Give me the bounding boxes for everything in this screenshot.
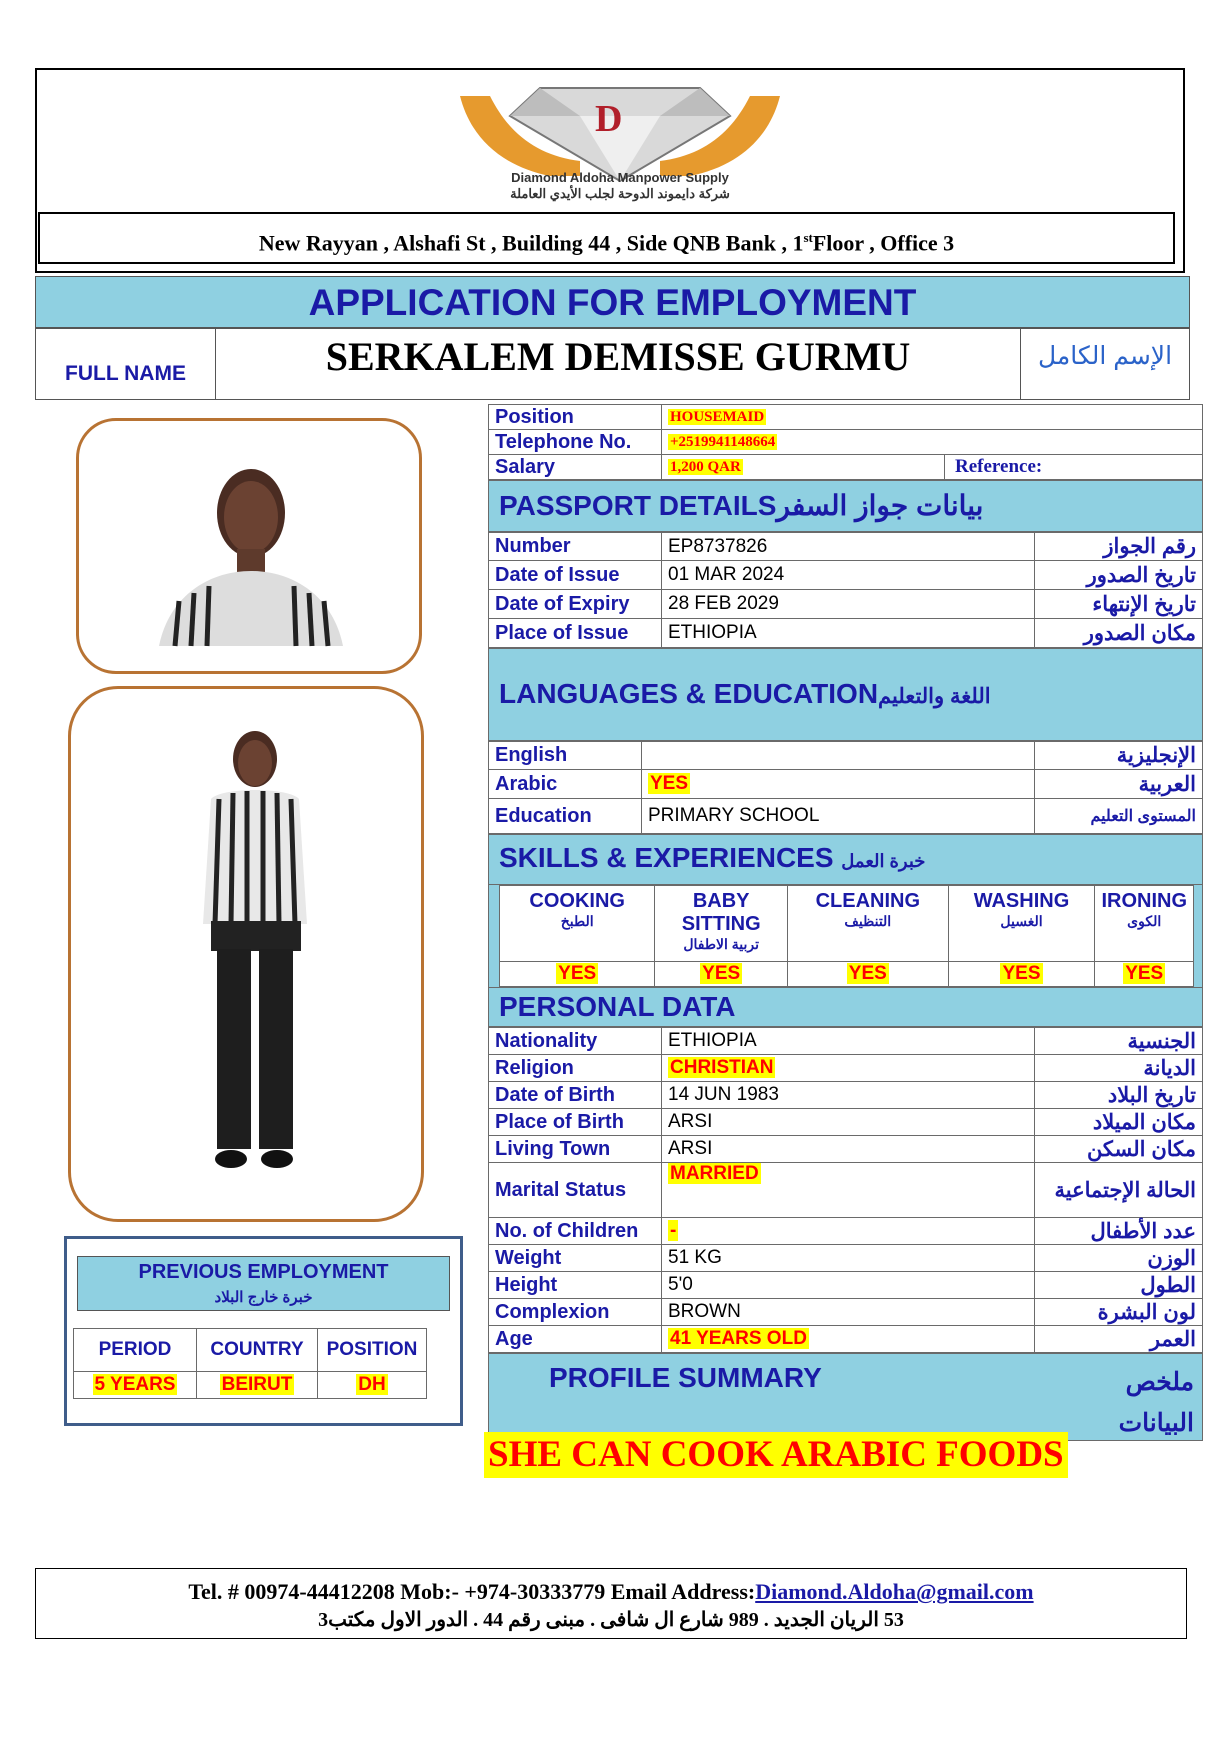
skill-ironing-value-cell [1095,962,1194,987]
children-label: No. of Children [489,1218,662,1245]
complexion-ar: لون البشرة [1035,1299,1203,1326]
prev-position-value: DH [358,1374,386,1395]
skill-washing [948,886,1095,962]
living-town-label: Living Town [489,1136,662,1163]
page-title: APPLICATION FOR EMPLOYMENT [35,276,1190,328]
arabic-cell [642,770,1035,799]
religion-cell [662,1055,1035,1082]
skill-washing-ar: الغسيل [1000,913,1043,929]
education-ar: المستوى التعليم [1035,799,1203,834]
passport-expiry-label: Date of Expiry [489,590,662,619]
profile-summary-band [488,1353,1203,1441]
pob-value: ARSI [662,1109,1035,1136]
weight-label: Weight [489,1245,662,1272]
position-table [488,404,1203,480]
prev-header-position: POSITION [318,1329,427,1372]
complexion-label: Complexion [489,1299,662,1326]
children-ar: عدد الأطفال [1035,1218,1203,1245]
passport-number-ar: رقم الجواز [1035,533,1203,561]
skill-cooking-value-cell [500,962,655,987]
prev-title-ar: خبرة خارج البلاد [214,1289,313,1306]
marital-status-cell [662,1163,1035,1218]
skills-title-en: SKILLS & EXPERIENCES [499,842,834,873]
dob-ar: تاريخ البلاد [1035,1082,1203,1109]
height-ar: الطول [1035,1272,1203,1299]
full-name-row [35,328,1190,400]
skill-washing-value-cell [948,962,1095,987]
languages-section-title [488,648,1203,741]
telephone-label: Telephone No. [489,430,662,455]
passport-number-label: Number [489,533,662,561]
passport-issue-label: Date of Issue [489,561,662,590]
arabic-value: YES [650,773,689,794]
footer-line-2: 53 الريان الجديد . 989 شارع ال شافى . مبنى رقم 44 . الدور الاول مكتب3 [318,1609,904,1631]
english-value [642,742,1035,770]
personal-title-en: PERSONAL DATA [499,991,736,1022]
previous-employment-box [64,1236,463,1426]
footer-phone-text: Tel. # 00974-44412208 Mob:- +974-30333779 Email Address: [188,1579,756,1604]
previous-employment-table [73,1328,427,1399]
living-town-value: ARSI [662,1136,1035,1163]
skill-baby-sitting [655,886,788,962]
profile-summary-title: PROFILE SUMMARY [549,1362,822,1393]
skills-grid-wrapper [488,885,1203,987]
languages-title-ar: اللغة والتعليم [878,685,991,708]
skill-cooking-ar: الطبخ [560,913,594,929]
personal-section-title [488,987,1203,1027]
prev-period-value: 5 YEARS [94,1374,176,1395]
skills-section-title [488,834,1203,885]
nationality-ar: الجنسية [1035,1028,1203,1055]
skill-cooking-en: COOKING [529,890,625,912]
footer-email-link[interactable]: Diamond.Aldoha@gmail.com [755,1579,1034,1604]
skill-cooking-value: YES [558,963,597,984]
weight-value: 51 KG [662,1245,1035,1272]
full-name-value: SERKALEM DEMISSE GURMU [216,329,1021,399]
passport-number-value: EP8737826 [662,533,1035,561]
logo-text-ar: شركة دايموند الدوحة لجلب الأيدي العاملة [510,186,730,201]
passport-section-title [488,480,1203,532]
age-label: Age [489,1326,662,1353]
skill-washing-en: WASHING [973,890,1070,912]
english-ar: الإنجليزية [1035,742,1203,770]
age-value: 41 YEARS OLD [670,1328,807,1349]
position-value: HOUSEMAID [670,409,765,425]
svg-text:D: D [595,98,623,140]
company-logo [430,76,810,212]
prev-position-cell [318,1372,427,1399]
skills-title-ar: خبرة العمل [841,851,926,871]
skill-baby-sitting-en: BABY SITTING [681,890,761,935]
skill-washing-value: YES [1002,963,1041,984]
education-value: PRIMARY SCHOOL [642,799,1035,834]
details-column [488,404,1203,1441]
skill-cleaning [788,886,949,962]
skill-cleaning-en: CLEANING [815,890,921,912]
passport-title-en: PASSPORT DETAILS [499,490,777,521]
prev-header-period: PERIOD [74,1329,197,1372]
religion-value: CHRISTIAN [670,1057,774,1078]
skill-cleaning-value: YES [848,963,887,984]
arabic-ar: العربية [1035,770,1203,799]
telephone-value: +2519941148664 [670,434,776,450]
skill-baby-sitting-ar: تربية الاطفال [683,936,760,952]
salary-label: Salary [489,455,662,480]
passport-title-ar: بيانات جواز السفر [776,490,984,521]
english-label: English [489,742,642,770]
personal-table [488,1027,1203,1353]
skill-cleaning-value-cell [788,962,949,987]
marital-status-ar: الحالة الإجتماعية [1035,1163,1203,1218]
marital-status-value: MARRIED [670,1163,759,1184]
age-ar: العمر [1035,1326,1203,1353]
company-address [38,212,1175,264]
skill-baby-sitting-value-cell [655,962,788,987]
children-value: - [670,1220,677,1241]
dob-value: 14 JUN 1983 [662,1082,1035,1109]
salary-cell [662,455,945,480]
salary-value: 1,200 QAR [670,459,741,475]
address-end: Floor , Office 3 [812,230,955,256]
full-name-label: FULL NAME [36,329,216,399]
prev-country-value: BEIRUT [221,1374,293,1395]
prev-header-country: COUNTRY [197,1329,318,1372]
passport-issue-ar: تاريخ الصدور [1035,561,1203,590]
passport-place-value: ETHIOPIA [662,619,1035,648]
children-cell [662,1218,1035,1245]
skill-cleaning-ar: التنظيف [844,913,892,929]
pob-label: Place of Birth [489,1109,662,1136]
skills-table [499,885,1194,987]
complexion-value: BROWN [662,1299,1035,1326]
full-name-label-ar: الإسم الكامل [1037,342,1173,370]
telephone-cell [662,430,1203,455]
passport-place-ar: مكان الصدور [1035,619,1203,648]
religion-label: Religion [489,1055,662,1082]
prev-period-cell [74,1372,197,1399]
height-value: 5'0 [662,1272,1035,1299]
dob-label: Date of Birth [489,1082,662,1109]
reference-label: Reference: [945,455,1203,480]
prev-country-cell [197,1372,318,1399]
skill-ironing-ar: الكوى [1127,913,1162,929]
profile-summary-text: SHE CAN COOK ARABIC FOODS [484,1432,1068,1478]
address-sup: st [803,230,813,245]
skill-ironing [1095,886,1194,962]
footer-contact [35,1568,1187,1639]
passport-table [488,532,1203,648]
height-label: Height [489,1272,662,1299]
skill-baby-sitting-value: YES [702,963,741,984]
living-town-ar: مكان السكن [1035,1136,1203,1163]
skill-ironing-value: YES [1125,963,1164,984]
address-text: New Rayyan , Alshafi St , Building 44 , Side QNB Bank , 1 [258,230,804,256]
passport-issue-value: 01 MAR 2024 [662,561,1035,590]
profile-summary-title-ar: ملخص البيانات [1118,1368,1194,1437]
education-label: Education [489,799,642,834]
languages-table [488,741,1203,834]
footer-line-1 [36,1579,1186,1605]
skill-ironing-en: IRONING [1101,890,1187,912]
weight-ar: الوزن [1035,1245,1203,1272]
full-body-photo [68,686,424,1222]
pob-ar: مكان الميلاد [1035,1109,1203,1136]
arabic-label: Arabic [489,770,642,799]
previous-employment-title [77,1256,450,1311]
position-label: Position [489,405,662,430]
nationality-label: Nationality [489,1028,662,1055]
languages-title-en: LANGUAGES & EDUCATION [499,678,879,709]
passport-expiry-ar: تاريخ الإنتهاء [1035,590,1203,619]
logo-text-en: Diamond Aldoha Manpower Supply [511,170,729,185]
passport-expiry-value: 28 FEB 2029 [662,590,1035,619]
nationality-value: ETHIOPIA [662,1028,1035,1055]
position-cell [662,405,1203,430]
age-cell [662,1326,1035,1353]
prev-title-en: PREVIOUS EMPLOYMENT [138,1261,389,1283]
religion-ar: الديانة [1035,1055,1203,1082]
passport-place-label: Place of Issue [489,619,662,648]
portrait-photo [76,418,422,674]
marital-status-label: Marital Status [489,1163,662,1218]
skill-cooking [500,886,655,962]
